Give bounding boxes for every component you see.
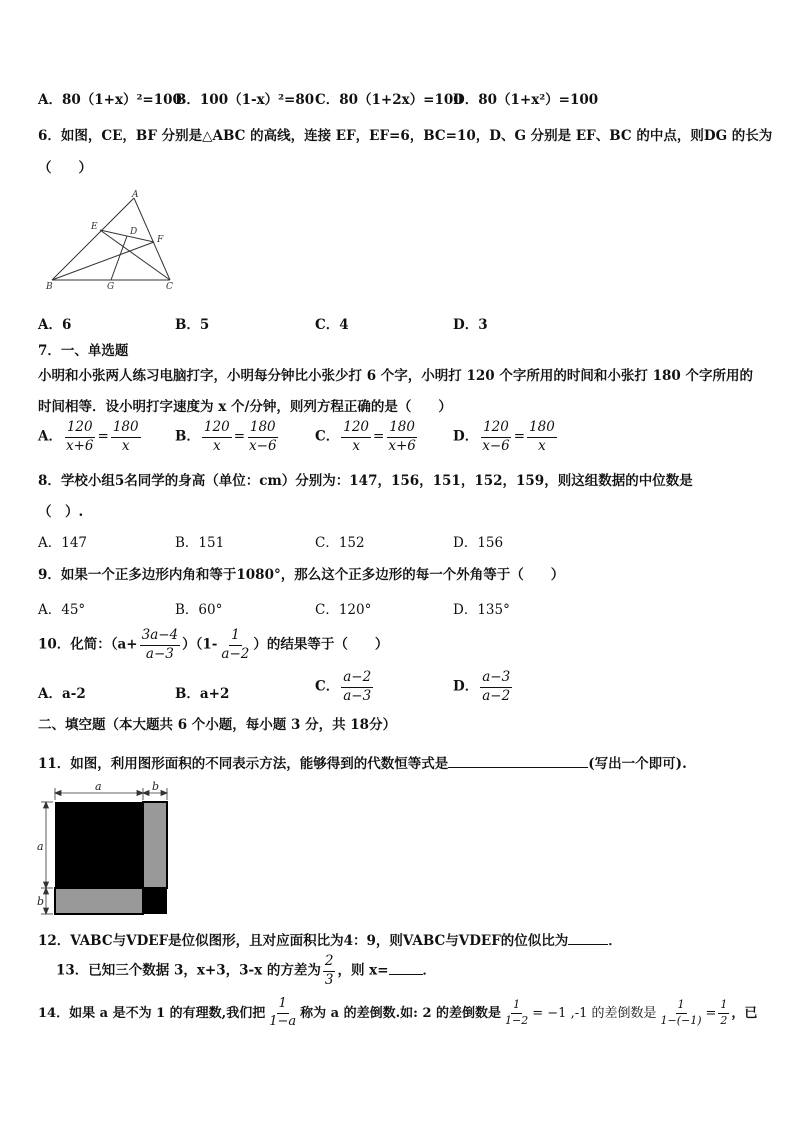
q6-paren: （ ） [38,160,92,176]
q8-line2: （ ）. [38,504,84,520]
q10-option-c: C． $\frac{a-2}{a-3}$ [315,669,372,704]
area-figure [34,778,174,918]
q7-line2: 时间相等．设小明打字速度为 x 个/分钟，则列方程正确的是（ ） [38,399,452,415]
q6-option-b: B．5 [175,317,210,333]
q10-option-b: B．a+2 [175,686,230,702]
label-b-top: b [152,780,160,793]
q8-option-b: B．151 [175,535,225,551]
q7-line1: 小明和小张两人练习电脑打字，小明每分钟比小张少打 6 个字，小明打 120 个字所用的时间和小张打 180 个字所用的 [38,368,753,384]
q9-option-b: B．60° [175,602,223,618]
q10-option-a: A．a-2 [38,686,86,702]
q12-answer-blank[interactable] [568,931,608,945]
label-b: B [46,282,53,292]
q9-option-d: D．135° [453,602,510,618]
label-c: C [166,282,173,292]
q9-option-c: C．120° [315,602,372,618]
label-a-top: a [95,780,102,793]
label-e: E [91,222,98,232]
q13-answer-blank[interactable] [389,961,423,975]
q8-line1: 8．学校小组5名同学的身高（单位：cm）分别为：147，156，151，152，159，则这组数据的中位数是 [38,473,693,489]
q5-option-d: D．80（1+x²）=100 [453,92,599,108]
q7-option-b: B． $\frac{120}{x}$ = $\frac{180}{x-6}$ [175,419,277,454]
q8-option-a: A．147 [38,535,88,551]
q5-option-b: B．100（1-x）²=80 [175,92,315,108]
label-b-left: b [37,895,45,908]
label-a-left: a [37,840,44,853]
q9-text: 9．如果一个正多边形内角和等于1080°，那么这个正多边形的每一个外角等于（ ） [38,567,565,583]
q6-option-c: C．4 [315,317,349,333]
q7-header: 7．一、单选题 [38,343,129,359]
q9-option-a: A．45° [38,602,86,618]
q7-option-a: A． $\frac{120}{x+6}$ = $\frac{180}{x}$ [38,419,139,454]
q7-option-d: D． $\frac{120}{x-6}$ = $\frac{180}{x}$ [453,419,555,454]
q14-text: 14．如果 a 是不为 1 的有理数,我们把 $\frac{1}{1-a}$ 称为 a 的差倒数.如: 2 的差倒数是 $\frac{1}{1-2}$ = −1 ,-1 的差倒数是 $\frac{1}{1-(-1)}$ = $\frac{1}{2}$ ，已 [38,996,758,1029]
q8-option-d: D．156 [453,535,504,551]
q11-text: 11．如图，利用图形面积的不同表示方法，能够得到的代数恒等式是 (写出一个即可). [38,756,687,772]
q5-option-a: A．80（1+x）²=100 [38,92,182,108]
label-d: D [130,227,138,237]
label-f: F [157,235,164,245]
q10-text: 10．化简：（a+ $\frac{3a-4}{a-3}$ ）（1- $\frac{1}{a-2}$ ）的结果等于（ ） [38,627,389,662]
q6-text: 6．如图，CE，BF 分别是△ABC 的高线，连接 EF，EF=6，BC=10，D、G 分别是 EF、BC 的中点，则DG 的长为 [38,128,773,144]
label-a: A [132,190,139,200]
q8-option-c: C．152 [315,535,365,551]
section-2-heading: 二、填空题（本大题共 6 个小题，每小题 3 分，共 18分） [38,717,397,733]
q13-text: 13．已知三个数据 3，x+3，3-x 的方差为 $\frac{2}{3}$ ，则 x= ． [56,953,437,988]
q11-answer-blank[interactable] [448,754,588,768]
label-g: G [107,282,115,292]
q6-option-a: A．6 [38,317,72,333]
q7-option-c: C． $\frac{120}{x}$ = $\frac{180}{x+6}$ [315,419,416,454]
q6-option-d: D．3 [453,317,488,333]
q12-text: 12．VABC与VDEF是位似图形，且对应面积比为4：9，则VABC与VDEF的位似比为 ． [38,933,622,949]
triangle-figure [44,190,184,292]
q10-option-d: D． $\frac{a-3}{a-2}$ [453,669,511,704]
q5-option-c: C．80（1+2x）=100 [315,92,463,108]
